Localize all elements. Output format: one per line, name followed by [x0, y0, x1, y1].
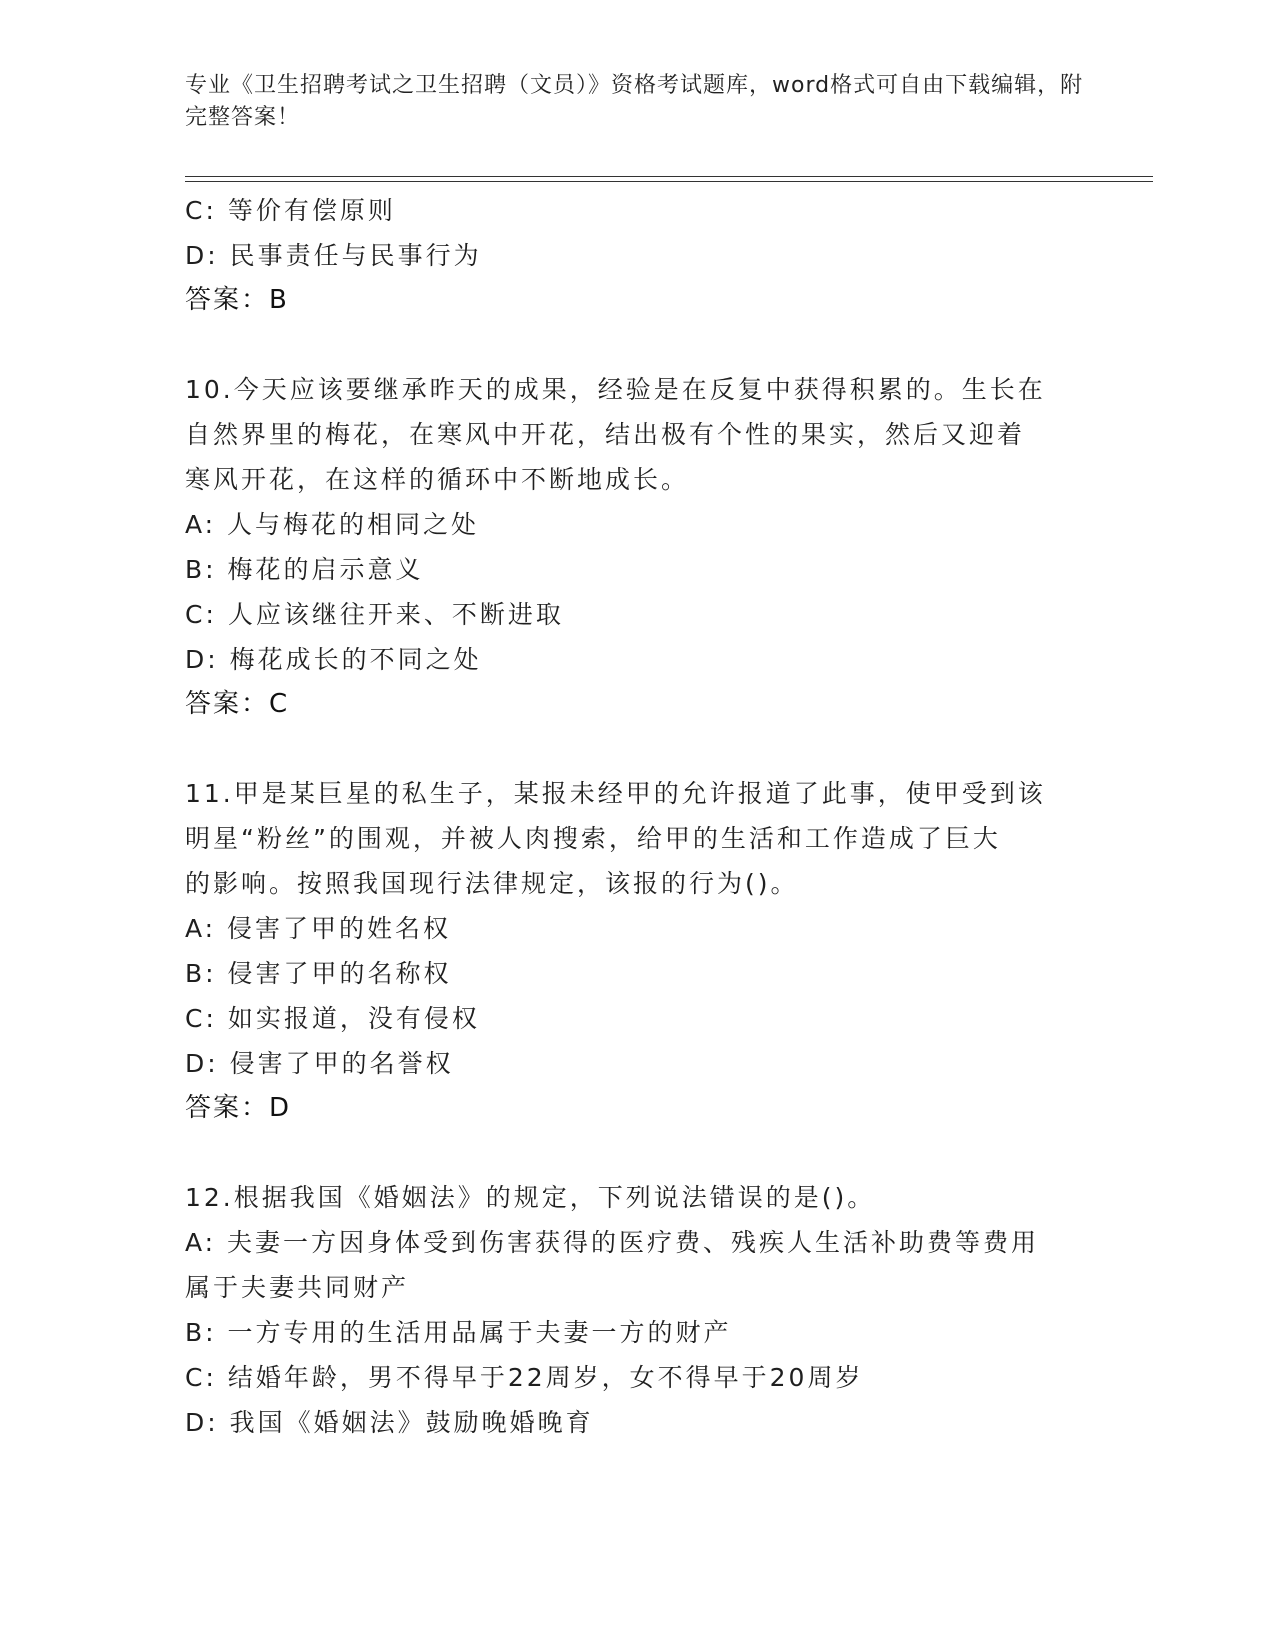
question-11 [185, 771, 1085, 1131]
option-d: D: 我国《婚姻法》鼓励晚婚晚育 [185, 1408, 594, 1437]
answer-line: 答案：B [185, 285, 289, 315]
option-b: B: 侵害了甲的名称权 [185, 959, 452, 988]
document-body [185, 188, 1085, 1445]
option-a: A: 侵害了甲的姓名权 [185, 914, 452, 943]
question-stem-line: 自然界里的梅花，在寒风中开花，结出极有个性的果实，然后又迎着 [185, 420, 1026, 449]
option-c: C: 结婚年龄，男不得早于22周岁，女不得早于20周岁 [185, 1363, 864, 1392]
answer-line: 答案：C [185, 689, 290, 719]
document-header: 专业《卫生招聘考试之卫生招聘（文员）》资格考试题库，word格式可自由下载编辑，附完整答案！ [185, 73, 1084, 130]
option-d: D: 民事责任与民事行为 [185, 241, 482, 270]
option-a-continued: 属于夫妻共同财产 [185, 1273, 410, 1302]
option-b: B: 一方专用的生活用品属于夫妻一方的财产 [185, 1318, 732, 1347]
question-stem-line: 明星“粉丝”的围观，并被人肉搜索，给甲的生活和工作造成了巨大 [185, 824, 1001, 853]
option-a: A: 人与梅花的相同之处 [185, 510, 480, 539]
spacer [185, 323, 1085, 367]
option-c: C: 如实报道，没有侵权 [185, 1004, 480, 1033]
question-stem-line: 12.根据我国《婚姻法》的规定，下列说法错误的是()。 [185, 1183, 876, 1212]
answer-line: 答案：D [185, 1093, 292, 1123]
option-d: D: 侵害了甲的名誉权 [185, 1049, 454, 1078]
header-divider-bottom [185, 181, 1153, 182]
question-stem-line: 寒风开花，在这样的循环中不断地成长。 [185, 465, 690, 494]
spacer [185, 1131, 1085, 1175]
option-a: A: 夫妻一方因身体受到伤害获得的医疗费、残疾人生活补助费等费用 [185, 1228, 1040, 1257]
option-d: D: 梅花成长的不同之处 [185, 645, 482, 674]
question-stem-line: 10.今天应该要继承昨天的成果，经验是在反复中获得积累的。生长在 [185, 375, 1046, 404]
question-12 [185, 1175, 1085, 1445]
option-c: C: 人应该继往开来、不断进取 [185, 600, 564, 629]
question-9-tail [185, 188, 1085, 323]
header-divider-top [185, 176, 1153, 177]
option-c: C: 等价有偿原则 [185, 196, 396, 225]
question-10 [185, 367, 1085, 727]
option-b: B: 梅花的启示意义 [185, 555, 424, 584]
spacer [185, 727, 1085, 771]
question-stem-line: 的影响。按照我国现行法律规定，该报的行为()。 [185, 869, 799, 898]
question-stem-line: 11.甲是某巨星的私生子，某报未经甲的允许报道了此事，使甲受到该 [185, 779, 1046, 808]
